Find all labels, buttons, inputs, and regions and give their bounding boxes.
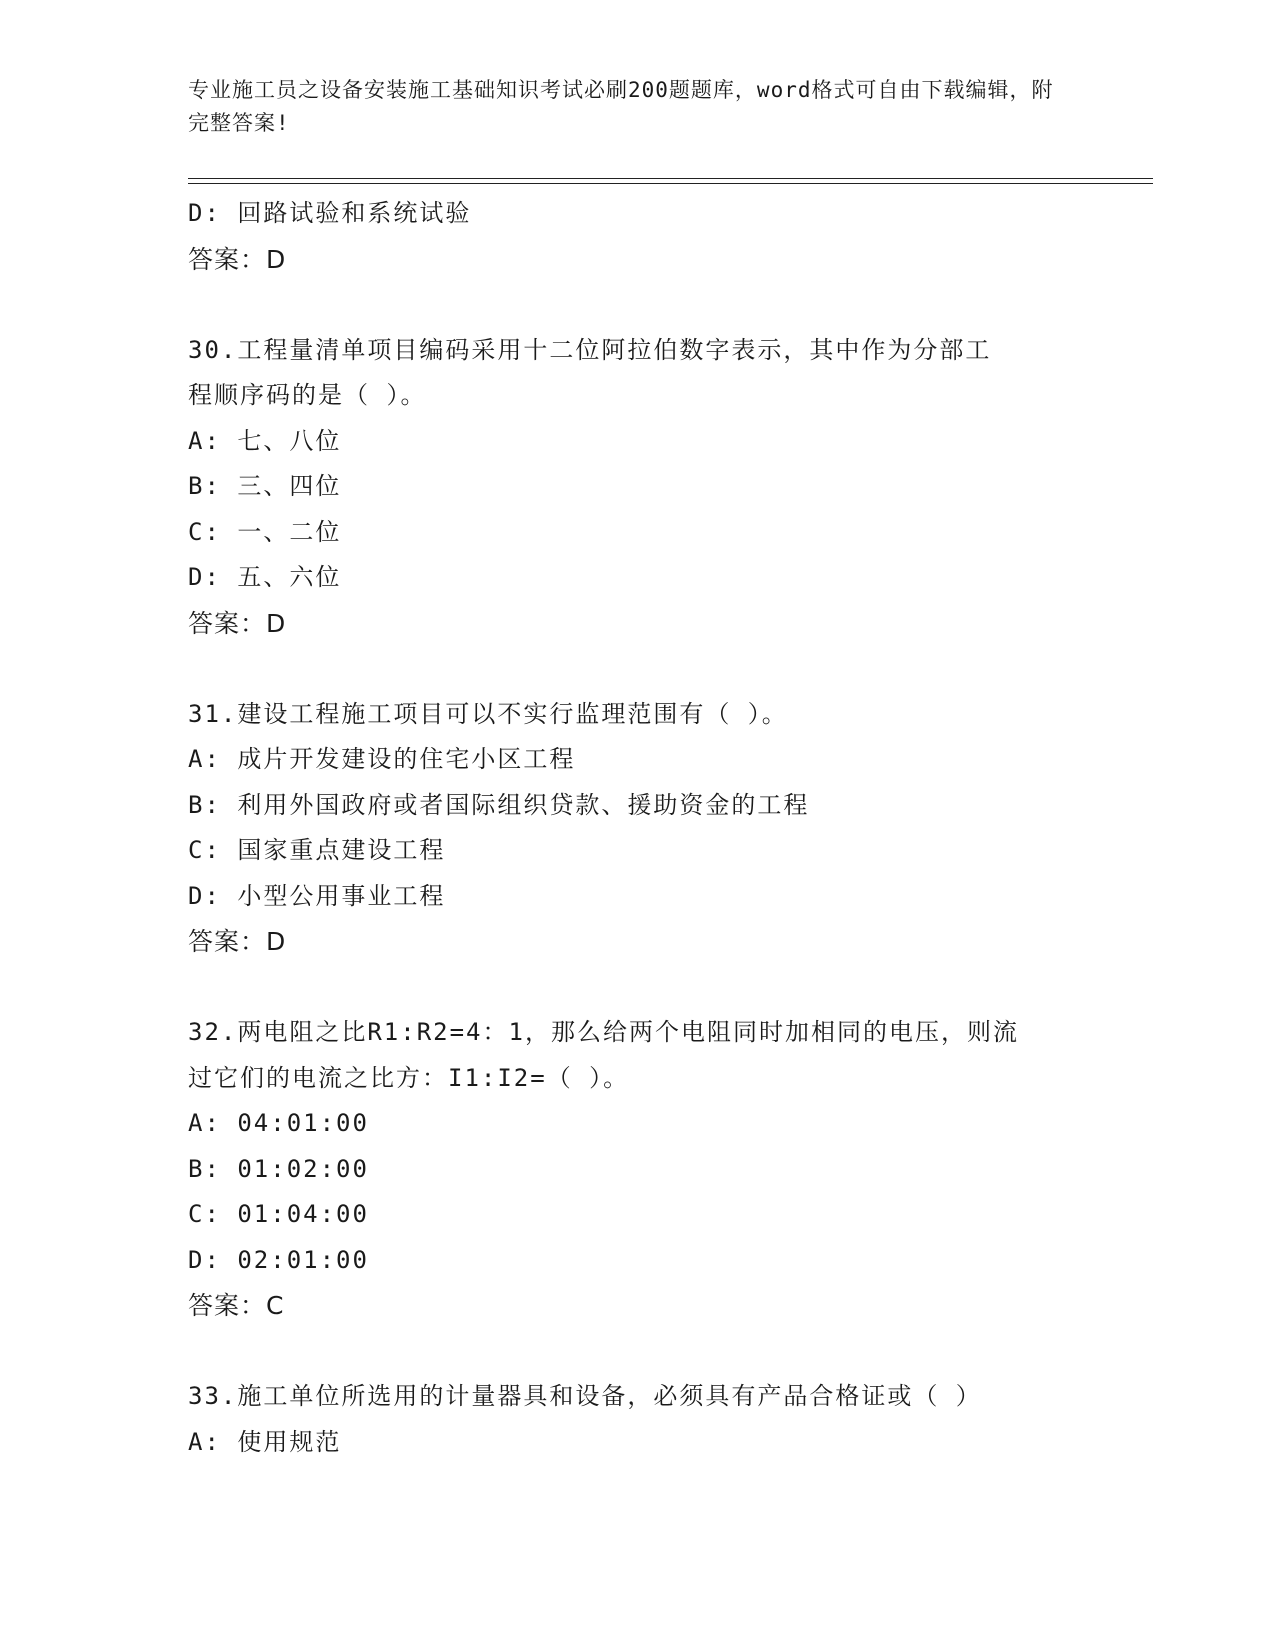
option-d: D: 回路试验和系统试验	[188, 199, 472, 227]
header-divider-bottom	[188, 183, 1153, 184]
option-a: A: 使用规范	[188, 1427, 342, 1456]
option-a: A: 04:01:00	[188, 1109, 369, 1137]
option-d: D: 02:01:00	[188, 1245, 369, 1274]
spacer	[188, 282, 1088, 328]
question-32-stem: 32.两电阻之比R1:R2=4：1，那么给两个电阻同时加相同的电压，则流	[188, 1018, 1019, 1046]
option-a: A: 成片开发建设的住宅小区工程	[188, 745, 576, 773]
question-list	[188, 191, 1088, 1465]
answer-line: 答案：C	[188, 1291, 285, 1320]
option-d: D: 小型公用事业工程	[188, 881, 446, 910]
option-b: B: 利用外国政府或者国际组织贷款、援助资金的工程	[188, 790, 810, 819]
spacer	[188, 646, 1088, 692]
question-30-stem-cont: 程顺序码的是（ ）。	[188, 381, 427, 409]
header-divider-top	[188, 178, 1153, 179]
option-d: D: 五、六位	[188, 563, 342, 591]
option-a: A: 七、八位	[188, 426, 342, 455]
option-b: B: 01:02:00	[188, 1154, 369, 1183]
spacer	[188, 965, 1088, 1011]
answer-line: 答案：D	[188, 608, 287, 638]
question-31-stem: 31.建设工程施工项目可以不实行监理范围有（ ）。	[188, 699, 788, 728]
question-32-stem-cont: 过它们的电流之比方：I1:I2=（ ）。	[188, 1063, 630, 1092]
question-33-stem: 33.施工单位所选用的计量器具和设备，必须具有产品合格证或（ ）	[188, 1382, 982, 1410]
option-c: C: 一、二位	[188, 517, 342, 546]
question-30-stem: 30.工程量清单项目编码采用十二位阿拉伯数字表示，其中作为分部工	[188, 335, 992, 364]
option-c: C: 01:04:00	[188, 1200, 369, 1228]
option-b: B: 三、四位	[188, 472, 342, 500]
document-header: 专业施工员之设备安装施工基础知识考试必刷200题题库，word格式可自由下载编辑，附完整答案!	[188, 78, 1054, 135]
answer-line: 答案：D	[188, 927, 287, 956]
spacer	[188, 1329, 1088, 1375]
option-c: C: 国家重点建设工程	[188, 836, 446, 864]
answer-line: 答案：D	[188, 244, 287, 274]
